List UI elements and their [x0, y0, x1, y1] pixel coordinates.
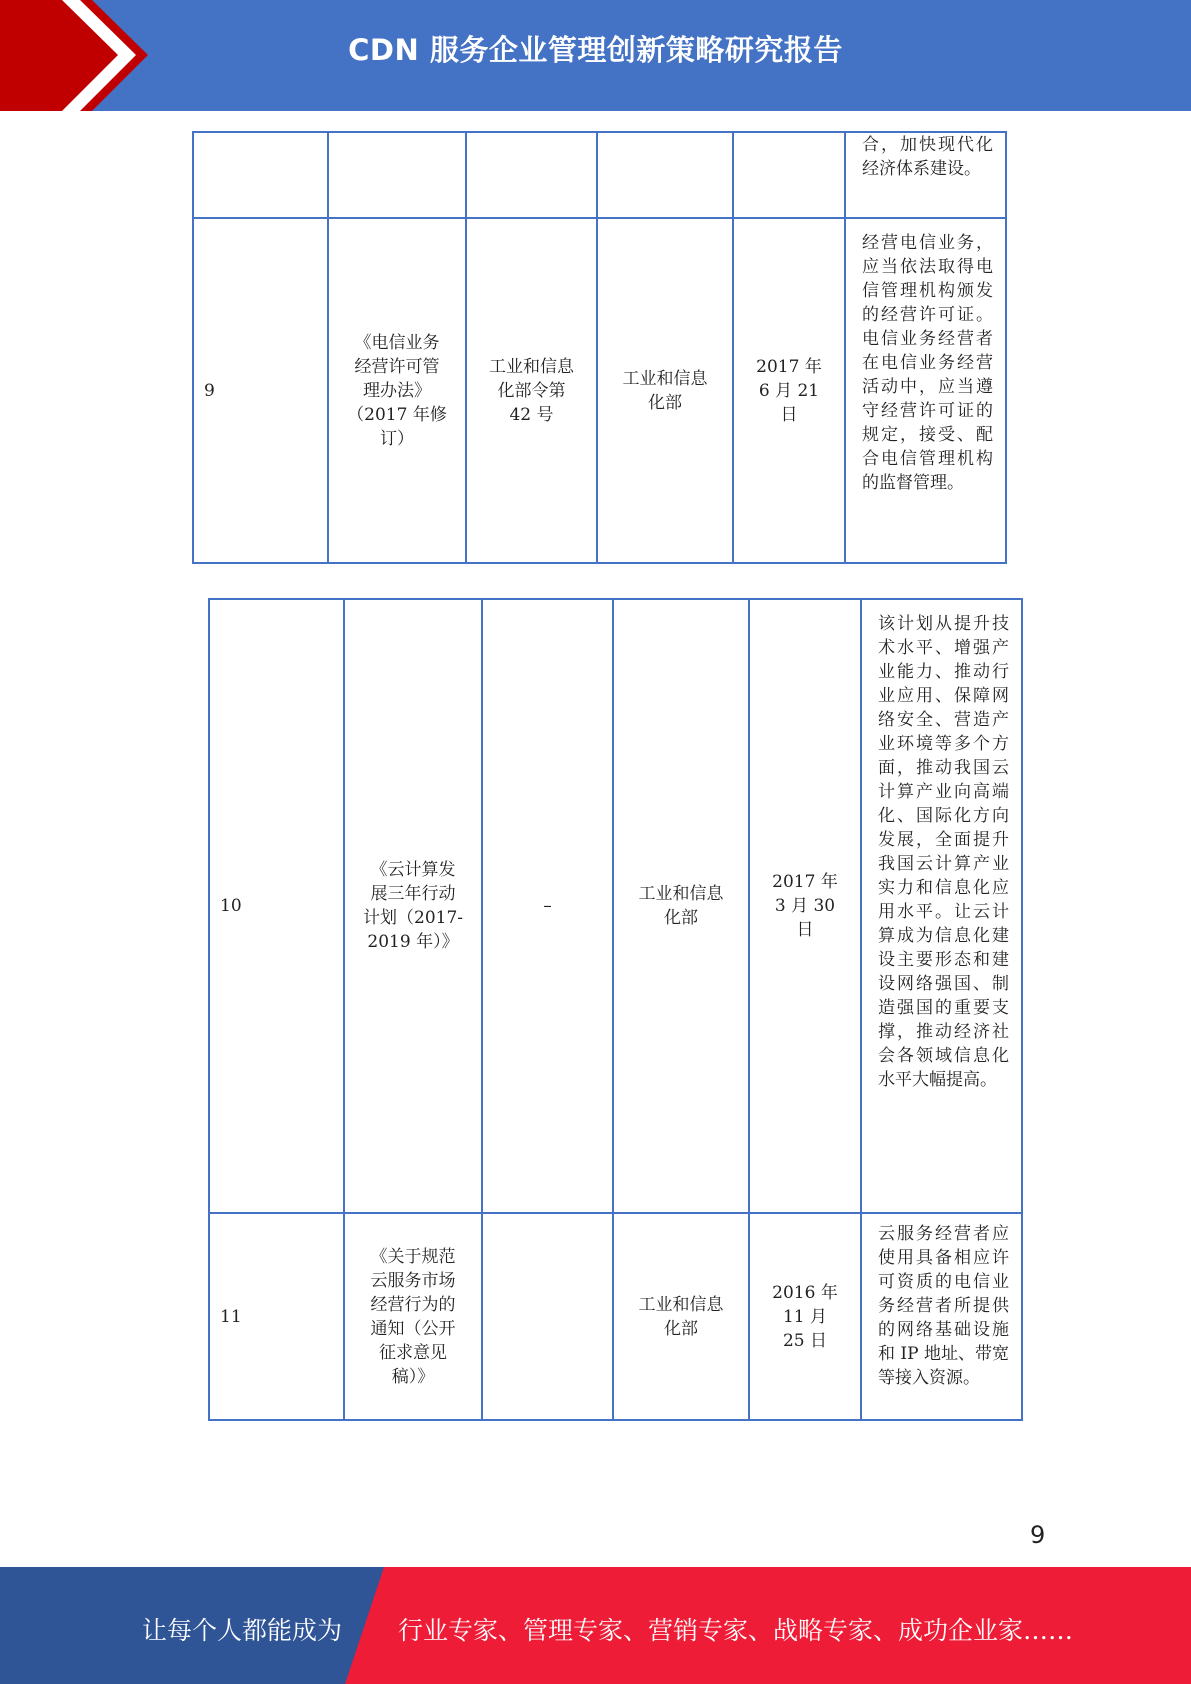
issuing-department: 工业和信息化部 [597, 218, 733, 563]
row-number: 10 [209, 599, 344, 1213]
issue-date: 2017 年 3 月 30 日 [749, 599, 861, 1213]
regulation-name: 《关于规范云服务市场经营行为的通知（公开征求意见稿）》 [344, 1213, 482, 1420]
issue-date: 2016 年 11 月 25 日 [749, 1213, 861, 1420]
table-row [193, 218, 1006, 563]
table-cell [328, 132, 466, 218]
page-footer [0, 1567, 1191, 1684]
document-number: 工业和信息化部令第 42 号 [466, 218, 597, 563]
table-cell [733, 132, 845, 218]
regulation-table-bottom [208, 598, 1023, 1421]
issuing-department: 工业和信息化部 [613, 1213, 749, 1420]
regulation-name: 《云计算发展三年行动计划（2017-2019 年）》 [344, 599, 482, 1213]
regulation-table-top [192, 131, 1007, 564]
table-cell-content: 该计划从提升技术水平、增强产业能力、推动行业应用、保障网络安全、营造产业环境等多个方面，推动我国云计算产业向高端化、国际化方向发展，全面提升我国云计算产业实力和信息化应用水平。让云计算成为信息化建设主要形态和建设网络强国、制造强国的重要支撑，推动经济社会各领域信息化水平大幅提高。 [861, 599, 1022, 1213]
document-title: CDN 服务企业管理创新策略研究报告 [348, 33, 843, 67]
table-cell [466, 132, 597, 218]
table-cell-content: 经营电信业务，应当依法取得电信管理机构颁发的经营许可证。电信业务经营者在电信业务经营活动中，应当遵守经营许可证的规定，接受、配合电信管理机构的监督管理。 [845, 218, 1006, 563]
table-cell-content: 云服务经营者应使用具备相应许可资质的电信业务经营者所提供的网络基础设施和 IP 地址、带宽等接入资源。 [861, 1213, 1022, 1420]
footer-slogan-left: 让每个人都能成为 [142, 1616, 343, 1645]
issue-date: 2017 年 6 月 21 日 [733, 218, 845, 563]
row-number: 11 [209, 1213, 344, 1420]
page-header [0, 0, 1191, 111]
regulation-name: 《电信业务经营许可管理办法》（2017 年修订） [328, 218, 466, 563]
table-cell [193, 132, 328, 218]
page-number: 9 [1030, 1521, 1046, 1549]
table-cell [597, 132, 733, 218]
row-number: 9 [193, 218, 328, 563]
issuing-department: 工业和信息化部 [613, 599, 749, 1213]
document-number: – [482, 599, 613, 1213]
table-row [209, 1213, 1022, 1420]
document-number [482, 1213, 613, 1420]
table-row [209, 599, 1022, 1213]
table-row [193, 132, 1006, 218]
footer-slogan-right: 行业专家、管理专家、营销专家、战略专家、成功企业家…… [398, 1616, 1074, 1645]
table-cell-content: 合，加快现代化经济体系建设。 [845, 132, 1006, 218]
